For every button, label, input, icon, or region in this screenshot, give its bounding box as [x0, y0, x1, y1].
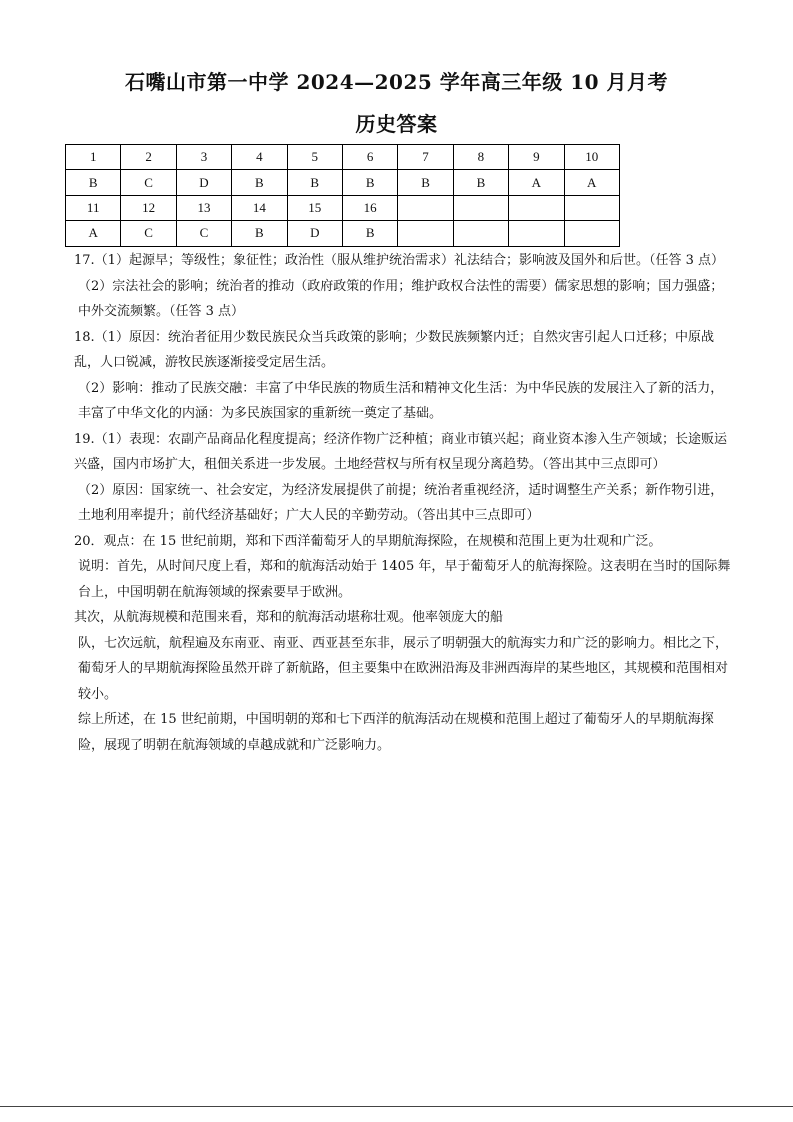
table-cell: 5 — [287, 145, 342, 170]
answer-table — [65, 144, 620, 247]
table-cell: 15 — [287, 195, 342, 220]
table-cell: 16 — [342, 195, 397, 220]
table-cell: A — [509, 170, 564, 195]
table-cell: D — [287, 221, 342, 246]
table-cell — [564, 221, 619, 246]
answer-18-2: （2）影响：推动了民族交融：丰富了中华民族的物质生活和精神文化生活：为中华民族的发展注入了新的活力，丰富了中华文化的内涵：为多民族国家的重新统一奠定了基础。 — [78, 380, 724, 421]
table-row — [66, 221, 620, 246]
table-cell: B — [342, 221, 397, 246]
table-row — [66, 170, 620, 195]
table-cell: 8 — [453, 145, 508, 170]
table-cell: C — [176, 221, 231, 246]
table-cell: 6 — [342, 145, 397, 170]
table-cell — [453, 221, 508, 246]
table-cell: 11 — [66, 195, 121, 220]
answer-20-second: 其次，从航海规模和范围来看，郑和的航海活动堪称壮观。他率领庞大的船 — [74, 610, 504, 625]
answer-20-explain: 说明：首先，从时间尺度上看，郑和的航海活动始于 1405 年，早于葡萄牙人的航海探险。这表明在当时的国际舞台上，中国明朝在航海领域的探索要早于欧洲。 — [78, 559, 731, 600]
page-subtitle: 历史答案 — [355, 112, 438, 136]
table-cell: C — [121, 170, 176, 195]
table-cell — [398, 221, 453, 246]
table-cell: 2 — [121, 145, 176, 170]
footer-divider — [0, 1106, 793, 1107]
table-cell — [564, 195, 619, 220]
table-cell: B — [342, 170, 397, 195]
table-cell: 13 — [176, 195, 231, 220]
table-cell: 1 — [66, 145, 121, 170]
table-cell — [509, 221, 564, 246]
table-cell: 12 — [121, 195, 176, 220]
table-cell: 7 — [398, 145, 453, 170]
table-cell: 3 — [176, 145, 231, 170]
table-row — [66, 195, 620, 220]
answer-20-summary: 综上所述，在 15 世纪前期，中国明朝的郑和七下西洋的航海活动在规模和范围上超过了葡萄牙人的早期航海探险，展现了明朝在航海领域的卓越成就和广泛影响力。 — [78, 712, 714, 753]
table-cell — [398, 195, 453, 220]
table-cell: A — [564, 170, 619, 195]
answer-19-1: 19.（1）表现：农副产品商品化程度提高；经济作物广泛种植；商业市镇兴起；商业资本渗入生产领域；长途贩运兴盛，国内市场扩大，租佃关系进一步发展。土地经营权与所有权呈现分离趋势。（答出其中三点即可） — [74, 431, 727, 472]
answer-20-second-cont: 队，七次远航，航程遍及东南亚、南亚、西亚甚至东非，展示了明朝强大的航海实力和广泛的影响力。相比之下，葡萄牙人的早期航海探险虽然开辟了新航路，但主要集中在欧洲沿海及非洲西海岸的某些地区，其规模和范围相对较小。 — [78, 635, 729, 702]
table-cell: B — [66, 170, 121, 195]
table-cell: A — [66, 221, 121, 246]
answer-19-2: （2）原因：国家统一、社会安定，为经济发展提供了前提；统治者重视经济，适时调整生产关系；新作物引进，土地利用率提升；前代经济基础好；广大人民的辛勤劳动。（答出其中三点即可） — [78, 482, 724, 523]
table-cell: 9 — [509, 145, 564, 170]
table-cell: 10 — [564, 145, 619, 170]
table-cell: C — [121, 221, 176, 246]
table-cell: 4 — [232, 145, 287, 170]
table-cell — [453, 195, 508, 220]
page-title: 石嘴山市第一中学 2024—2025 学年高三年级 10 月月考 — [124, 70, 668, 94]
answer-17-1: 17.（1）起源早；等级性；象征性；政治性（服从维护统治需求）礼法结合；影响波及国外和后世。（任答 3 点） — [74, 253, 724, 268]
table-cell: B — [453, 170, 508, 195]
table-cell: D — [176, 170, 231, 195]
answer-18-1: 18.（1）原因：统治者征用少数民族民众当兵政策的影响；少数民族频繁内迁；自然灾害引起人口迁移；中原战乱，人口锐减，游牧民族逐渐接受定居生活。 — [74, 329, 714, 370]
table-row — [66, 145, 620, 170]
answer-20-view: 20．观点：在 15 世纪前期，郑和下西洋葡萄牙人的早期航海探险，在规模和范围上更为壮观和广泛。 — [74, 533, 662, 549]
table-cell — [509, 195, 564, 220]
answer-17-2: （2）宗法社会的影响；统治者的推动（政府政策的作用；维护政权合法性的需要）儒家思想的影响；国力强盛；中外交流频繁。（任答 3 点） — [78, 278, 724, 319]
table-cell: B — [232, 170, 287, 195]
table-cell: B — [398, 170, 453, 195]
table-cell: B — [232, 221, 287, 246]
table-cell: B — [287, 170, 342, 195]
answer-text — [74, 248, 734, 758]
table-cell: 14 — [232, 195, 287, 220]
